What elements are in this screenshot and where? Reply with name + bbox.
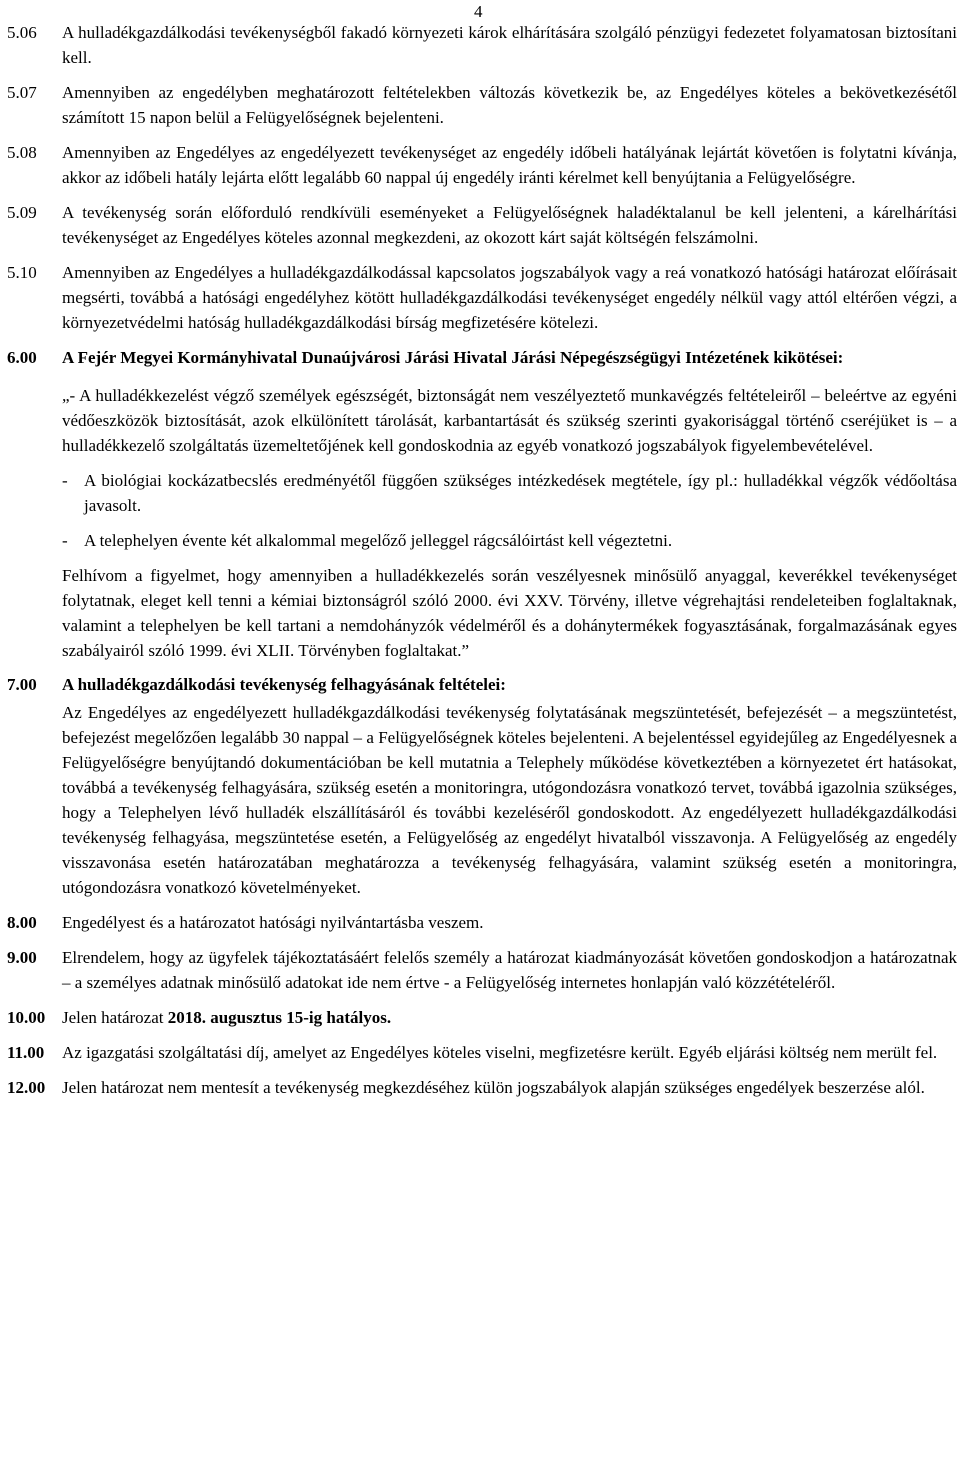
section-text: Jelen határozat nem mentesít a tevékenység megkezdéséhez külön jogszabályok alapján szükséges engedélyek beszerzése alól. <box>62 1078 925 1097</box>
clause-5-08 <box>7 140 957 190</box>
clause-text: Amennyiben az engedélyben meghatározott feltételekben változás következik be, az Engedélyes köteles a bekövetkezésétől számított 15 napon belül a Felügyelőségnek bejelenteni. <box>62 83 957 127</box>
section-text: Elrendelem, hogy az ügyfelek tájékoztatásáért felelős személy a határozat kiadmányozását követően gondoskodjon a határozatnak – a személyes adatnak minősülő adatokat ide nem értve - a Felügyelőség internetes honlapján való közzétételéről. <box>62 948 957 992</box>
section-heading: A Fejér Megyei Kormányhivatal Dunaújvárosi Járási Hivatal Járási Népegészségügyi Intézetének kikötései: <box>62 348 844 367</box>
quoted-condition: „- A hulladékkezelést végző személyek egészségét, biztonságát nem veszélyeztető munkavégzés feltételeiről – beleértve az egyéni védőeszközök biztosítását, azok elkülönített tárolását, karbantartását és szükség szerinti gyakorisággal történő cseréjüket is – a hulladékkezelő szolgáltatás üzemeltetőjének kell gondoskodnia az egyéb vonatkozó jogszabályok figyelembevételével. <box>62 386 957 455</box>
clause-5-09 <box>7 200 957 250</box>
section-number: 12.00 <box>7 1078 46 1097</box>
section-number: 9.00 <box>7 948 37 967</box>
section-text: Az igazgatási szolgáltatási díj, amelyet az Engedélyes köteles viselni, megfizetésre került. Egyéb eljárási költség nem merült fel. <box>62 1043 938 1062</box>
section-11 <box>7 1040 957 1065</box>
bullet-item <box>62 528 957 553</box>
section-10 <box>7 1005 957 1030</box>
clause-5-10 <box>7 260 957 335</box>
clause-number: 5.07 <box>7 83 37 102</box>
section-12 <box>7 1075 957 1100</box>
bullet-dash: - <box>62 471 68 490</box>
clause-text: Amennyiben az Engedélyes az engedélyezett tevékenységet az engedély időbeli hatályának lejártát követően is folytatni kívánja, akkor az időbeli hatály lejárta előtt legalább 60 nappal új engedély iránti kérelmet kell benyújtania a Felügyelőségre. <box>62 143 957 187</box>
clause-number: 5.10 <box>7 263 37 282</box>
bullet-dash: - <box>62 531 68 550</box>
clause-text: A hulladékgazdálkodási tevékenységből fakadó környezeti károk elhárítására szolgáló pénzügyi fedezetet folyamatosan biztosítani kell. <box>62 23 957 67</box>
section-number: 7.00 <box>7 675 37 694</box>
clause-text: Amennyiben az Engedélyes a hulladékgazdálkodással kapcsolatos jogszabályok vagy a reá vonatkozó hatósági határozat előírásait megsérti, továbbá a hatósági engedélyhez kötött hulladékgazdálkodási tevékenységet engedély nélkül vagy attól eltérően végzi, a környezetvédelmi hatóság hulladékgazdálkodási bírság megfizetésére kötelezi. <box>62 263 957 332</box>
clause-5-07 <box>7 80 957 130</box>
section-number: 10.00 <box>7 1008 46 1027</box>
closing-paragraph: Felhívom a figyelmet, hogy amennyiben a hulladékkezelés során veszélyesnek minősülő anyaggal, keverékkel tevékenységet folytatnak, eleget kell tenni a kémiai biztonságról szóló 2000. évi XXV. Törvény, illetve végrehajtási rendeleteiben foglaltaknak, valamint a telephelyen be kell tartani a nemdohányzók védelméről és a dohánytermékek fogyasztásának, forgalmazásának egyes szabályairól szóló 1999. évi XLII. Törvényben foglaltakat.” <box>62 566 957 660</box>
clause-number: 5.09 <box>7 203 37 222</box>
section-number: 8.00 <box>7 913 37 932</box>
section-text: Az Engedélyes az engedélyezett hulladékgazdálkodási tevékenység folytatásának megszüntetését, befejezését – a megszüntetést, befejezést megelőzően legalább 30 nappal – a Felügyelőségnek köteles bejelenteni. A bejelentéssel egyidejűleg az Engedélyesnek a Felügyelőségre benyújtandó dokumentációban be kell mutatnia a Telephely működése következtében a környezetet ért hatásokat, továbbá a tevékenység felhagyására, szükség esetén a monitoringra, utógondozásra vonatkozó tervet, továbbá igazolnia szükséges, hogy a Telephelyen lévő hulladék elszállításáról és további kezeléséről gondoskodott. Az engedélyezett hulladékgazdálkodási tevékenység felhagyása, megszüntetése esetén, a Felügyelőség az engedélyt hivatalból visszavonja. A Felügyelőség az engedély visszavonása esetén határozatában meghatározza a tevékenység felhagyására, valamint szükség esetén a monitoringra, utógondozásra vonatkozó követelményeket. <box>62 703 957 897</box>
section-8 <box>7 910 957 935</box>
section-text: Engedélyest és a határozatot hatósági nyilvántartásba veszem. <box>62 913 484 932</box>
section-number: 11.00 <box>7 1043 45 1062</box>
section-number: 6.00 <box>7 348 37 367</box>
validity-date: 2018. augusztus 15-ig hatályos. <box>167 1008 392 1027</box>
section-6 <box>7 345 957 663</box>
section-9 <box>7 945 957 995</box>
bullet-text: A biológiai kockázatbecslés eredményétől függően szükséges intézkedések megtétele, így pl.: hulladékkal végzők védőoltása javasolt. <box>84 471 957 515</box>
validity-text: Jelen határozat <box>62 1008 168 1027</box>
section-7 <box>7 672 957 900</box>
clause-number: 5.06 <box>7 23 37 42</box>
clause-text: A tevékenység során előforduló rendkívüli eseményeket a Felügyelőségnek haladéktalanul be kell jelenteni, a kárelhárítási tevékenységet az Engedélyes köteles azonnal megkezdeni, az okozott kárt saját költségén felszámolni. <box>62 203 957 247</box>
section-heading: A hulladékgazdálkodási tevékenység felhagyásának feltételei: <box>62 675 506 694</box>
bullet-item <box>62 468 957 518</box>
bullet-text: A telephelyen évente két alkalommal megelőző jelleggel rágcsálóirtást kell végeztetni. <box>84 531 673 550</box>
clause-number: 5.08 <box>7 143 37 162</box>
page-number: 4 <box>474 2 483 21</box>
clause-5-06 <box>7 20 957 70</box>
document-body <box>7 20 957 1100</box>
